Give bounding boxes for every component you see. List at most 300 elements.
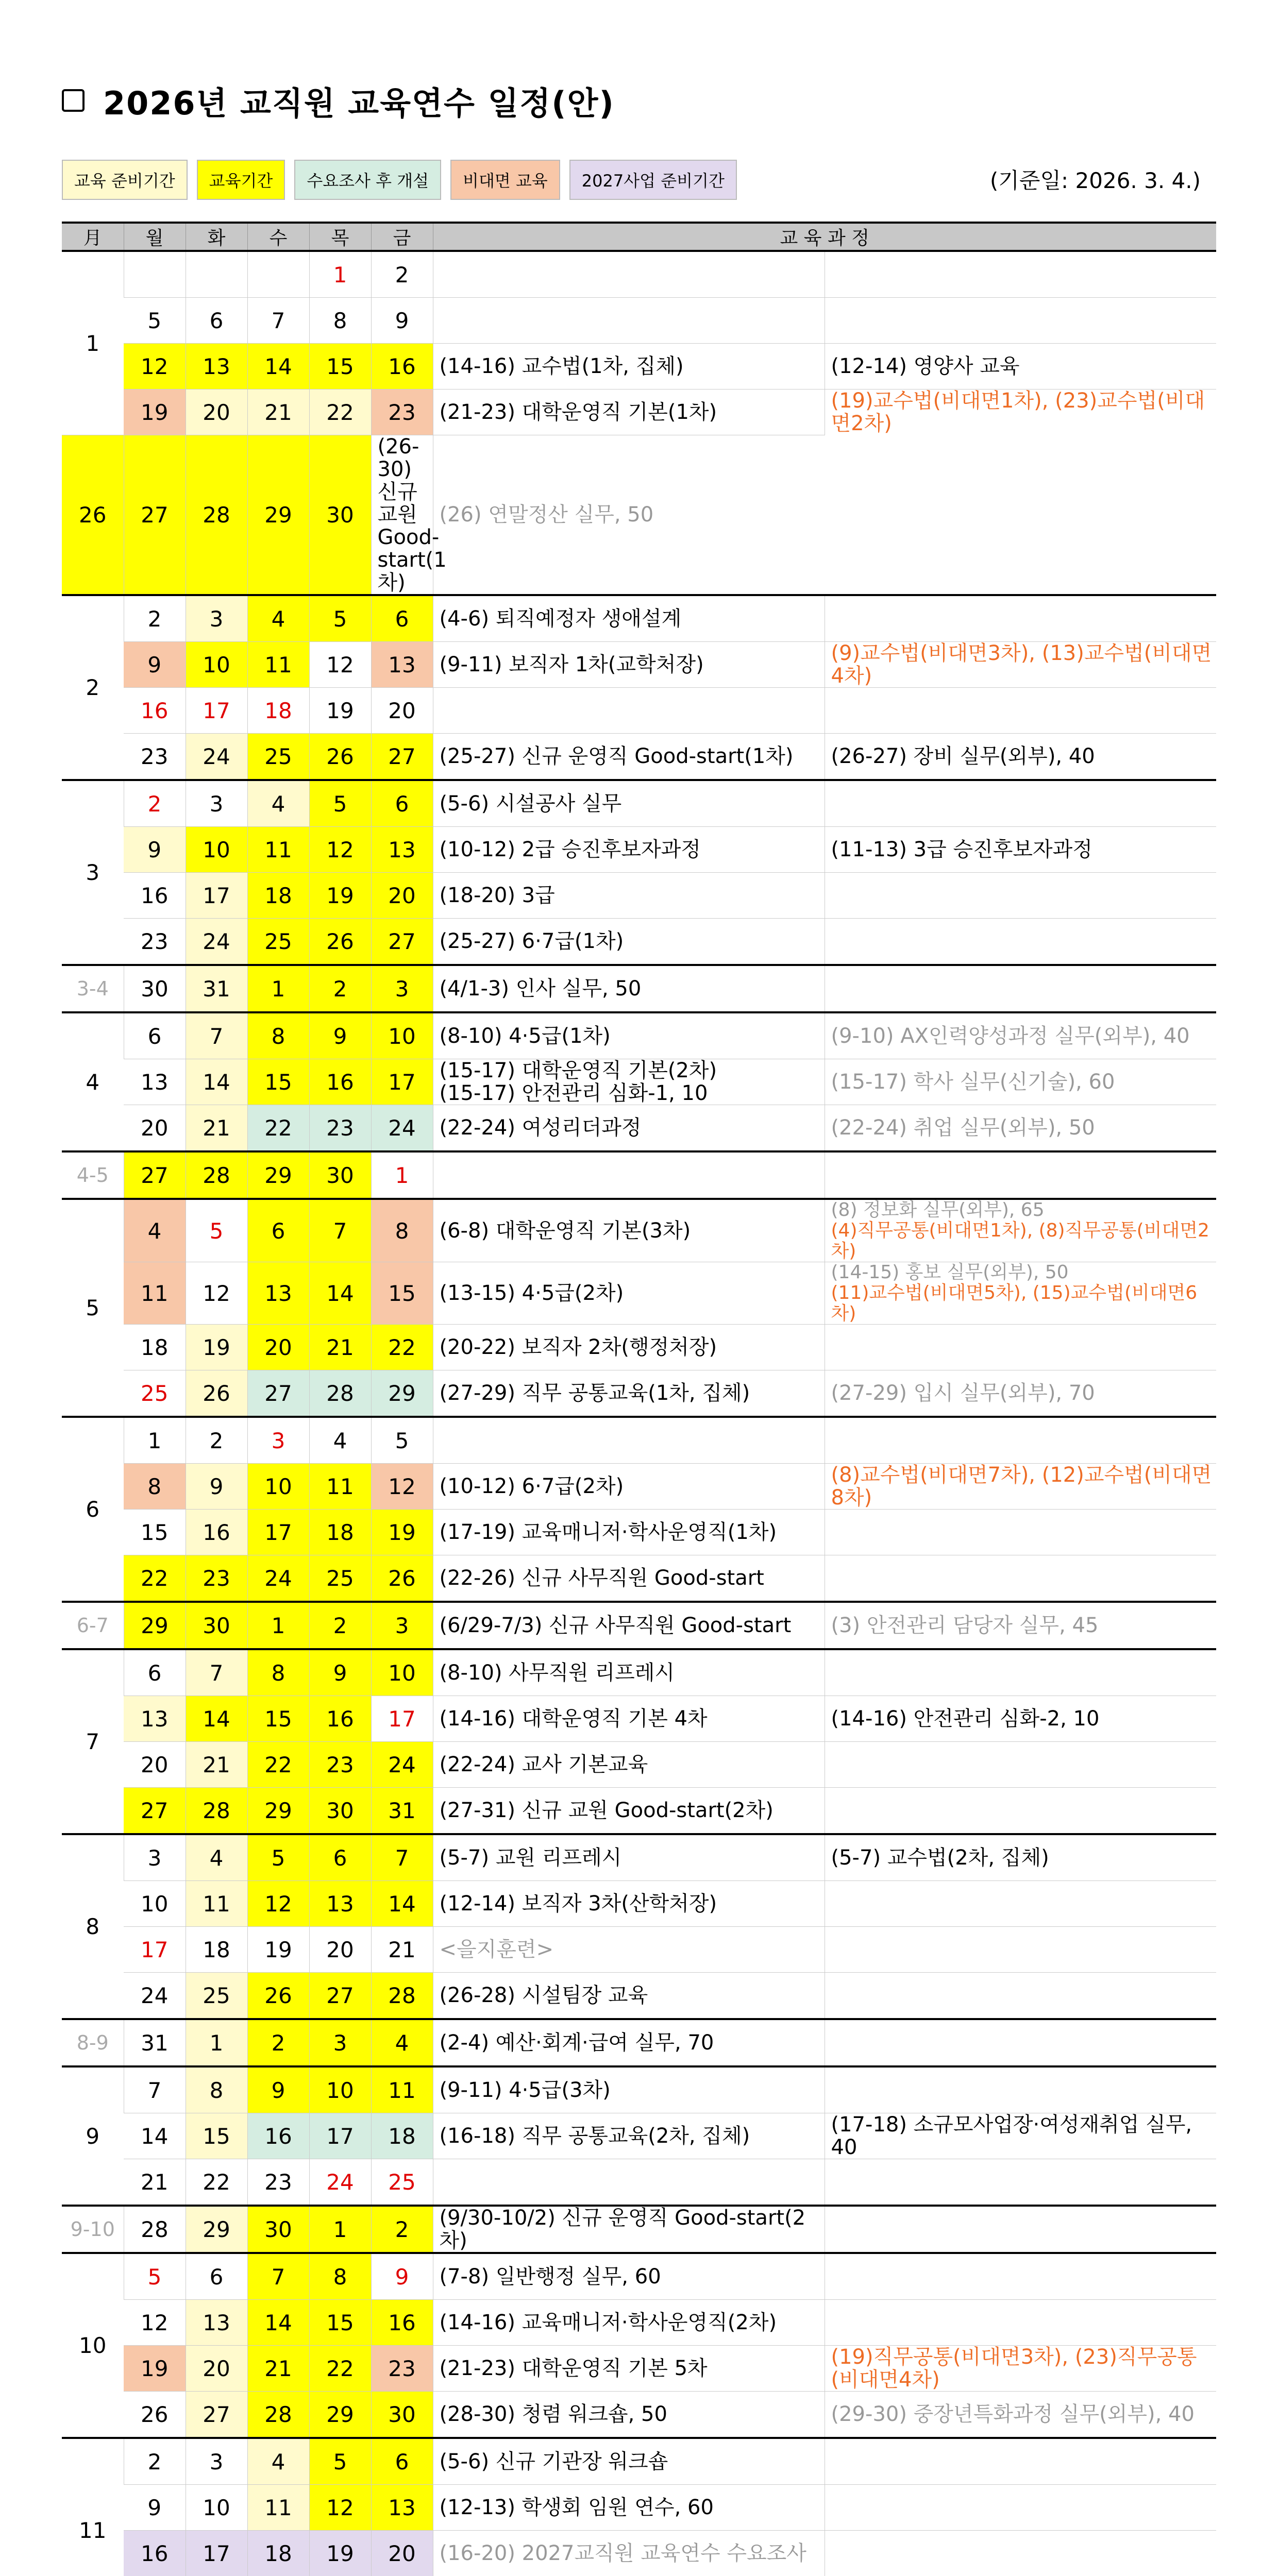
day-cell: 18 bbox=[247, 688, 309, 734]
course-primary: <을지훈련> bbox=[433, 1927, 825, 1973]
course-primary: (10-12) 2급 승진후보자과정 bbox=[433, 827, 825, 873]
table-row bbox=[62, 595, 1216, 642]
day-cell: 12 bbox=[186, 1262, 247, 1325]
day-cell: 24 bbox=[371, 1742, 433, 1788]
day-cell: 19 bbox=[247, 1927, 309, 1973]
month-cell: 3 bbox=[62, 780, 124, 965]
day-cell: 30 bbox=[124, 965, 186, 1012]
day-cell: 24 bbox=[309, 2159, 371, 2206]
day-cell: 15 bbox=[247, 1696, 309, 1742]
day-cell: 17 bbox=[371, 1696, 433, 1742]
day-cell: 28 bbox=[186, 435, 247, 596]
table-row bbox=[62, 1510, 1216, 1555]
day-cell: 3 bbox=[371, 1602, 433, 1649]
table-row bbox=[62, 389, 1216, 435]
day-cell: 23 bbox=[371, 2346, 433, 2392]
day-cell: 12 bbox=[124, 2300, 186, 2346]
table-row bbox=[62, 1555, 1216, 1602]
day-cell bbox=[186, 251, 247, 298]
day-cell: 28 bbox=[309, 1370, 371, 1417]
day-cell: 18 bbox=[247, 873, 309, 919]
day-cell: 7 bbox=[186, 1012, 247, 1059]
course-primary: (8-10) 사무직원 리프레시 bbox=[433, 1649, 825, 1696]
day-cell: 21 bbox=[247, 2346, 309, 2392]
day-cell: 13 bbox=[247, 1262, 309, 1325]
day-cell: 30 bbox=[309, 1788, 371, 1835]
day-cell: 15 bbox=[186, 2113, 247, 2159]
day-cell: 29 bbox=[371, 1370, 433, 1417]
course-secondary: (17-18) 소규모사업장·여성재취업 실무, 40 bbox=[825, 2113, 1216, 2159]
day-cell: 7 bbox=[247, 2253, 309, 2300]
course-primary: (7-8) 일반행정 실무, 60 bbox=[433, 2253, 825, 2300]
course-secondary: (27-29) 입시 실무(외부), 70 bbox=[825, 1370, 1216, 1417]
day-cell: 31 bbox=[186, 965, 247, 1012]
day-cell: 15 bbox=[309, 344, 371, 389]
day-cell: 31 bbox=[124, 2019, 186, 2066]
day-cell: 22 bbox=[186, 2159, 247, 2206]
table-row bbox=[62, 1602, 1216, 1649]
day-cell: 19 bbox=[309, 688, 371, 734]
day-cell: 14 bbox=[371, 1881, 433, 1927]
day-cell: 6 bbox=[124, 1012, 186, 1059]
day-cell: 12 bbox=[309, 2485, 371, 2531]
course-primary: (14-16) 대학운영직 기본 4차 bbox=[433, 1696, 825, 1742]
day-cell: 24 bbox=[124, 1973, 186, 2020]
day-cell: 18 bbox=[309, 1510, 371, 1555]
month-cell: 6-7 bbox=[62, 1602, 124, 1649]
course-secondary bbox=[825, 1788, 1216, 1835]
day-cell: 14 bbox=[247, 2300, 309, 2346]
course-secondary bbox=[825, 2206, 1216, 2253]
day-cell: 1 bbox=[247, 1602, 309, 1649]
day-cell: 3 bbox=[186, 780, 247, 827]
day-cell: 6 bbox=[371, 780, 433, 827]
course-primary: (9/30-10/2) 신규 운영직 Good-start(2차) bbox=[433, 2206, 825, 2253]
day-cell: 27 bbox=[247, 1370, 309, 1417]
table-header bbox=[62, 223, 1216, 251]
day-cell: 28 bbox=[124, 2206, 186, 2253]
day-cell: 1 bbox=[247, 965, 309, 1012]
table-row bbox=[62, 1151, 1216, 1199]
day-cell: 25 bbox=[371, 2159, 433, 2206]
day-cell: 16 bbox=[371, 344, 433, 389]
day-cell: 21 bbox=[309, 1325, 371, 1370]
course-secondary bbox=[825, 2485, 1216, 2531]
day-cell: 5 bbox=[124, 298, 186, 344]
day-cell: 21 bbox=[186, 1742, 247, 1788]
day-cell: 9 bbox=[371, 298, 433, 344]
course-secondary: (26) 연말정산 실무, 50 bbox=[433, 435, 825, 596]
day-cell: 28 bbox=[186, 1151, 247, 1199]
day-cell: 29 bbox=[247, 1151, 309, 1199]
day-cell: 1 bbox=[371, 1151, 433, 1199]
course-secondary: (19)직무공통(비대면3차), (23)직무공통(비대면4차) bbox=[825, 2346, 1216, 2392]
standard-date: (기준일: 2026. 3. 4.) bbox=[989, 168, 1201, 193]
day-cell: 15 bbox=[371, 1262, 433, 1325]
table-row bbox=[62, 2019, 1216, 2066]
day-cell: 14 bbox=[186, 1059, 247, 1105]
day-cell: 22 bbox=[309, 389, 371, 435]
day-cell: 1 bbox=[186, 2019, 247, 2066]
course-primary: (5-6) 신규 기관장 워크숍 bbox=[433, 2438, 825, 2485]
day-cell: 21 bbox=[124, 2159, 186, 2206]
header-thu: 목 bbox=[309, 223, 371, 251]
course-secondary: (9)교수법(비대면3차), (13)교수법(비대면4차) bbox=[825, 642, 1216, 688]
day-cell: 20 bbox=[124, 1105, 186, 1152]
day-cell: 27 bbox=[309, 1973, 371, 2020]
course-secondary: (8) 정보화 실무(외부), 65 (4)직무공통(비대면1차), (8)직무공통(비대면2차) bbox=[825, 1199, 1216, 1262]
day-cell: 9 bbox=[371, 2253, 433, 2300]
day-cell: 16 bbox=[371, 2300, 433, 2346]
day-cell: 14 bbox=[186, 1696, 247, 1742]
course-secondary: (14-15) 홍보 실무(외부), 50 (11)교수법(비대면5차), (15)교수법(비대면6차) bbox=[825, 1262, 1216, 1325]
schedule-table bbox=[62, 222, 1216, 2576]
table-row bbox=[62, 298, 1216, 344]
course-secondary bbox=[825, 965, 1216, 1012]
day-cell: 18 bbox=[247, 2531, 309, 2576]
course-secondary: (26-27) 장비 실무(외부), 40 bbox=[825, 734, 1216, 781]
day-cell: 27 bbox=[371, 919, 433, 965]
course-primary: (14-16) 교육매니저·학사운영직(2차) bbox=[433, 2300, 825, 2346]
course-primary: (13-15) 4·5급(2차) bbox=[433, 1262, 825, 1325]
day-cell: 6 bbox=[186, 2253, 247, 2300]
course-primary: (12-13) 학생회 임원 연수, 60 bbox=[433, 2485, 825, 2531]
day-cell: 5 bbox=[247, 1834, 309, 1881]
month-cell: 10 bbox=[62, 2253, 124, 2438]
day-cell: 24 bbox=[371, 1105, 433, 1152]
day-cell: 7 bbox=[371, 1834, 433, 1881]
table-row bbox=[62, 251, 1216, 298]
day-cell: 5 bbox=[186, 1199, 247, 1262]
day-cell: 19 bbox=[371, 1510, 433, 1555]
day-cell: 19 bbox=[124, 2346, 186, 2392]
course-primary: (8-10) 4·5급(1차) bbox=[433, 1012, 825, 1059]
table-row bbox=[62, 2300, 1216, 2346]
course-secondary bbox=[825, 2300, 1216, 2346]
day-cell: 6 bbox=[247, 1199, 309, 1262]
day-cell: 5 bbox=[309, 595, 371, 642]
course-primary: (25-27) 6·7급(1차) bbox=[433, 919, 825, 965]
month-cell: 7 bbox=[62, 1649, 124, 1834]
day-cell: 24 bbox=[186, 919, 247, 965]
day-cell: 17 bbox=[247, 1510, 309, 1555]
day-cell: 17 bbox=[309, 2113, 371, 2159]
course-secondary: (14-16) 안전관리 심화-2, 10 bbox=[825, 1696, 1216, 1742]
day-cell: 17 bbox=[371, 1059, 433, 1105]
table-row bbox=[62, 688, 1216, 734]
month-cell: 1 bbox=[62, 251, 124, 435]
day-cell: 16 bbox=[186, 1510, 247, 1555]
day-cell: 17 bbox=[124, 1927, 186, 1973]
day-cell: 19 bbox=[309, 2531, 371, 2576]
course-secondary bbox=[825, 2066, 1216, 2113]
day-cell: 10 bbox=[371, 1649, 433, 1696]
table-row bbox=[62, 919, 1216, 965]
legend-2027: 2027사업 준비기간 bbox=[569, 160, 737, 200]
course-secondary bbox=[825, 1555, 1216, 1602]
title-text: 2026년 교직원 교육연수 일정(안) bbox=[103, 84, 615, 122]
course-primary: (21-23) 대학운영직 기본(1차) bbox=[433, 389, 825, 435]
course-secondary bbox=[825, 251, 1216, 298]
course-primary bbox=[433, 1151, 825, 1199]
course-primary: (18-20) 3급 bbox=[433, 873, 825, 919]
table-row bbox=[62, 1325, 1216, 1370]
day-cell: 2 bbox=[124, 2438, 186, 2485]
table-row bbox=[62, 1417, 1216, 1464]
month-cell: 8 bbox=[62, 1834, 124, 2019]
day-cell: 22 bbox=[309, 2346, 371, 2392]
day-cell: 13 bbox=[124, 1696, 186, 1742]
course-primary: (22-26) 신규 사무직원 Good-start bbox=[433, 1555, 825, 1602]
course-secondary bbox=[825, 1927, 1216, 1973]
course-primary: (27-31) 신규 교원 Good-start(2차) bbox=[433, 1788, 825, 1835]
day-cell: 8 bbox=[247, 1649, 309, 1696]
day-cell: 7 bbox=[186, 1649, 247, 1696]
day-cell: 24 bbox=[247, 1555, 309, 1602]
month-cell: 5 bbox=[62, 1199, 124, 1417]
course-primary: (26-28) 시설팀장 교육 bbox=[433, 1973, 825, 2020]
month-cell: 4-5 bbox=[62, 1151, 124, 1199]
table-row bbox=[62, 1262, 1216, 1325]
day-cell: 20 bbox=[186, 389, 247, 435]
day-cell: 16 bbox=[124, 2531, 186, 2576]
day-cell: 4 bbox=[309, 1417, 371, 1464]
day-cell: 14 bbox=[124, 2113, 186, 2159]
table-row bbox=[62, 780, 1216, 827]
course-primary: (4/1-3) 인사 실무, 50 bbox=[433, 965, 825, 1012]
table-row bbox=[62, 2253, 1216, 2300]
day-cell: 3 bbox=[186, 595, 247, 642]
day-cell: 23 bbox=[309, 1105, 371, 1152]
day-cell: 28 bbox=[247, 2392, 309, 2438]
day-cell: 8 bbox=[247, 1012, 309, 1059]
course-secondary bbox=[825, 1973, 1216, 2020]
day-cell bbox=[247, 251, 309, 298]
day-cell: 2 bbox=[186, 1417, 247, 1464]
day-cell: 9 bbox=[124, 642, 186, 688]
course-primary: (14-16) 교수법(1차, 집체) bbox=[433, 344, 825, 389]
day-cell: 4 bbox=[124, 1199, 186, 1262]
day-cell: 27 bbox=[371, 734, 433, 781]
day-cell: 8 bbox=[309, 298, 371, 344]
day-cell: 26 bbox=[247, 1973, 309, 2020]
day-cell: 22 bbox=[247, 1105, 309, 1152]
day-cell: 10 bbox=[247, 1464, 309, 1510]
course-secondary: (15-17) 학사 실무(신기술), 60 bbox=[825, 1059, 1216, 1105]
day-cell: 10 bbox=[186, 2485, 247, 2531]
table-row bbox=[62, 2531, 1216, 2576]
day-cell: 15 bbox=[247, 1059, 309, 1105]
day-cell: 3 bbox=[186, 2438, 247, 2485]
day-cell: 3 bbox=[124, 1834, 186, 1881]
day-cell: 26 bbox=[124, 2392, 186, 2438]
day-cell: 13 bbox=[371, 2485, 433, 2531]
day-cell: 5 bbox=[371, 1417, 433, 1464]
day-cell: 4 bbox=[247, 2438, 309, 2485]
day-cell: 30 bbox=[186, 1602, 247, 1649]
day-cell: 24 bbox=[186, 734, 247, 781]
table-row bbox=[62, 1973, 1216, 2020]
day-cell: 28 bbox=[186, 1788, 247, 1835]
course-secondary bbox=[825, 2019, 1216, 2066]
day-cell: 4 bbox=[247, 595, 309, 642]
table-row bbox=[62, 2485, 1216, 2531]
month-cell: 8-9 bbox=[62, 2019, 124, 2066]
day-cell: 12 bbox=[309, 827, 371, 873]
table-row bbox=[62, 1788, 1216, 1835]
day-cell: 11 bbox=[124, 1262, 186, 1325]
page-title bbox=[62, 77, 615, 124]
day-cell: 9 bbox=[309, 1649, 371, 1696]
day-cell: 22 bbox=[247, 1742, 309, 1788]
course-primary: (28-30) 청렴 워크숍, 50 bbox=[433, 2392, 825, 2438]
day-cell: 9 bbox=[124, 2485, 186, 2531]
day-cell: 7 bbox=[309, 1199, 371, 1262]
day-cell: 9 bbox=[309, 1012, 371, 1059]
course-secondary bbox=[825, 919, 1216, 965]
course-primary: (4-6) 퇴직예정자 생애설계 bbox=[433, 595, 825, 642]
day-cell: 10 bbox=[371, 1012, 433, 1059]
day-cell: 5 bbox=[309, 2438, 371, 2485]
day-cell: 9 bbox=[247, 2066, 309, 2113]
course-primary: (16-18) 직무 공통교육(2차, 집체) bbox=[433, 2113, 825, 2159]
day-cell: 1 bbox=[124, 1417, 186, 1464]
course-secondary: (9-10) AX인력양성과정 실무(외부), 40 bbox=[825, 1012, 1216, 1059]
day-cell: 6 bbox=[124, 1649, 186, 1696]
table-row bbox=[62, 2159, 1216, 2206]
day-cell: 9 bbox=[124, 827, 186, 873]
table-row bbox=[62, 1059, 1216, 1105]
day-cell bbox=[124, 251, 186, 298]
day-cell: 23 bbox=[186, 1555, 247, 1602]
course-primary: (22-24) 교사 기본교육 bbox=[433, 1742, 825, 1788]
day-cell: 30 bbox=[247, 2206, 309, 2253]
course-secondary bbox=[825, 1151, 1216, 1199]
day-cell: 6 bbox=[371, 595, 433, 642]
course-secondary: (22-24) 취업 실무(외부), 50 bbox=[825, 1105, 1216, 1152]
day-cell: 30 bbox=[309, 435, 371, 596]
month-cell: 11 bbox=[62, 2438, 124, 2576]
month-cell: 2 bbox=[62, 595, 124, 780]
day-cell: 4 bbox=[247, 780, 309, 827]
day-cell: 14 bbox=[309, 1262, 371, 1325]
day-cell: 9 bbox=[186, 1464, 247, 1510]
table-row bbox=[62, 2113, 1216, 2159]
table-row bbox=[62, 1834, 1216, 1881]
day-cell: 27 bbox=[186, 2392, 247, 2438]
table-row bbox=[62, 1012, 1216, 1059]
course-secondary: (8)교수법(비대면7차), (12)교수법(비대면8차) bbox=[825, 1464, 1216, 1510]
course-primary: (20-22) 보직자 2차(행정처장) bbox=[433, 1325, 825, 1370]
day-cell: 14 bbox=[247, 344, 309, 389]
day-cell: 26 bbox=[309, 919, 371, 965]
day-cell: 2 bbox=[309, 1602, 371, 1649]
course-primary: (26-30) 신규 교원 Good-start(1차) bbox=[371, 435, 433, 596]
course-secondary: (11-13) 3급 승진후보자과정 bbox=[825, 827, 1216, 873]
day-cell: 30 bbox=[309, 1151, 371, 1199]
day-cell: 20 bbox=[309, 1927, 371, 1973]
course-primary bbox=[433, 2159, 825, 2206]
table-row bbox=[62, 1881, 1216, 1927]
day-cell: 2 bbox=[309, 965, 371, 1012]
day-cell: 26 bbox=[309, 734, 371, 781]
day-cell: 13 bbox=[309, 1881, 371, 1927]
month-cell: 4 bbox=[62, 1012, 124, 1151]
course-primary: (2-4) 예산·회계·급여 실무, 70 bbox=[433, 2019, 825, 2066]
course-primary: (17-19) 교육매니저·학사운영직(1차) bbox=[433, 1510, 825, 1555]
table-row bbox=[62, 1370, 1216, 1417]
day-cell: 18 bbox=[186, 1927, 247, 1973]
course-primary: (27-29) 직무 공통교육(1차, 집체) bbox=[433, 1370, 825, 1417]
day-cell: 3 bbox=[309, 2019, 371, 2066]
legend-training: 교육기간 bbox=[197, 160, 285, 200]
day-cell: 11 bbox=[247, 642, 309, 688]
day-cell: 26 bbox=[371, 1555, 433, 1602]
day-cell: 8 bbox=[371, 1199, 433, 1262]
course-primary: (10-12) 6·7급(2차) bbox=[433, 1464, 825, 1510]
day-cell: 30 bbox=[371, 2392, 433, 2438]
course-primary: (5-6) 시설공사 실무 bbox=[433, 780, 825, 827]
day-cell: 29 bbox=[124, 1602, 186, 1649]
course-secondary bbox=[825, 595, 1216, 642]
day-cell: 23 bbox=[124, 734, 186, 781]
day-cell: 26 bbox=[186, 1370, 247, 1417]
day-cell: 17 bbox=[186, 688, 247, 734]
course-primary: (5-7) 교원 리프레시 bbox=[433, 1834, 825, 1881]
course-secondary: (3) 안전관리 담당자 실무, 45 bbox=[825, 1602, 1216, 1649]
day-cell: 18 bbox=[124, 1325, 186, 1370]
day-cell: 29 bbox=[247, 435, 309, 596]
day-cell: 2 bbox=[247, 2019, 309, 2066]
day-cell: 20 bbox=[371, 873, 433, 919]
course-secondary bbox=[825, 2159, 1216, 2206]
day-cell: 23 bbox=[371, 389, 433, 435]
header-tue: 화 bbox=[186, 223, 247, 251]
course-primary: (22-24) 여성리더과정 bbox=[433, 1105, 825, 1152]
day-cell: 11 bbox=[247, 2485, 309, 2531]
day-cell: 8 bbox=[309, 2253, 371, 2300]
day-cell: 23 bbox=[309, 1742, 371, 1788]
course-primary: (16-20) 2027교직원 교육연수 수요조사 bbox=[433, 2531, 825, 2576]
day-cell: 7 bbox=[247, 298, 309, 344]
course-primary: (21-23) 대학운영직 기본 5차 bbox=[433, 2346, 825, 2392]
day-cell: 6 bbox=[309, 1834, 371, 1881]
month-cell: 9-10 bbox=[62, 2206, 124, 2253]
day-cell: 29 bbox=[309, 2392, 371, 2438]
table-row bbox=[62, 1742, 1216, 1788]
day-cell: 4 bbox=[186, 1834, 247, 1881]
day-cell: 15 bbox=[124, 1510, 186, 1555]
day-cell: 13 bbox=[186, 2300, 247, 2346]
day-cell: 7 bbox=[124, 2066, 186, 2113]
day-cell: 29 bbox=[186, 2206, 247, 2253]
course-primary: (9-11) 보직자 1차(교학처장) bbox=[433, 642, 825, 688]
course-secondary bbox=[825, 2531, 1216, 2576]
day-cell: 13 bbox=[371, 827, 433, 873]
day-cell: 4 bbox=[371, 2019, 433, 2066]
table-row bbox=[62, 344, 1216, 389]
course-primary: (25-27) 신규 운영직 Good-start(1차) bbox=[433, 734, 825, 781]
day-cell: 16 bbox=[309, 1059, 371, 1105]
day-cell: 20 bbox=[247, 1325, 309, 1370]
day-cell: 12 bbox=[371, 1464, 433, 1510]
day-cell: 3 bbox=[247, 1417, 309, 1464]
course-primary: (15-17) 대학운영직 기본(2차) (15-17) 안전관리 심화-1, 10 bbox=[433, 1059, 825, 1105]
day-cell: 19 bbox=[124, 389, 186, 435]
day-cell: 22 bbox=[124, 1555, 186, 1602]
day-cell: 12 bbox=[309, 642, 371, 688]
legend-online: 비대면 교육 bbox=[450, 160, 560, 200]
